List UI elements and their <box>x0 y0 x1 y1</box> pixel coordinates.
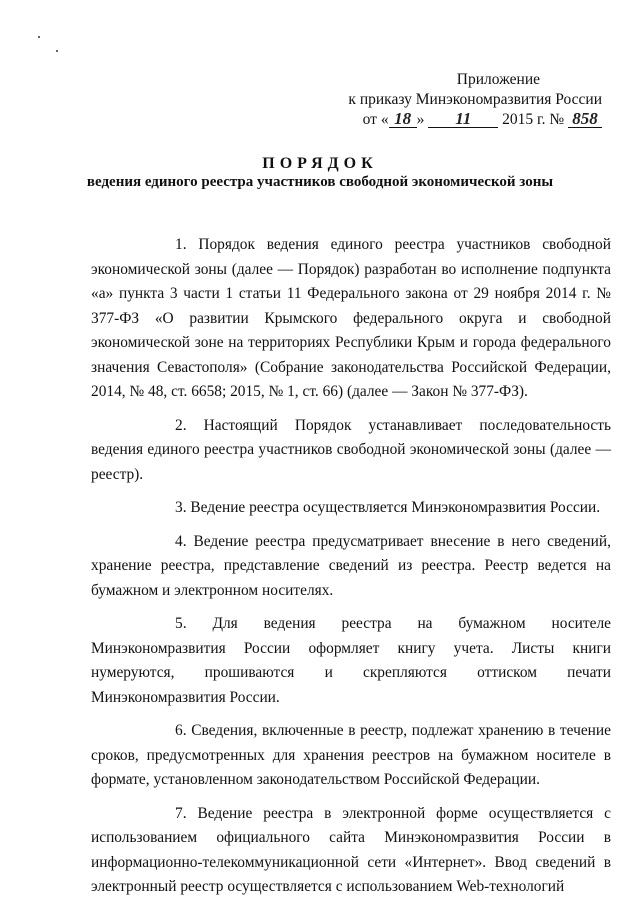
paragraph-number: 6. <box>175 722 187 739</box>
paragraph-text: Порядок ведения единого реестра участников свободной экономической зоны (далее — Порядок) разработан во исполнение подпункта «а» пункта 3 части 1 статьи 11 Федерального закона от 29 ноября 2014 г. № 377-ФЗ «О развитии Крымского федерального округа и свободной экономической зоне на территориях Республики Крым и города федерального значения Севастополя» (Собрание законодательства Российской Федерации, 2014, № 48, ст. 6658; 2015, № 1, ст. 66) (далее — Закон № 377-ФЗ). <box>91 236 611 400</box>
document-body <box>91 233 611 909</box>
paragraph-text: Ведение реестра осуществляется Минэкономразвития России. <box>190 499 601 516</box>
paragraph-number: 4. <box>175 532 187 550</box>
order-number: 858 <box>568 111 602 128</box>
paragraph-number: 7. <box>175 804 187 822</box>
appendix-header <box>348 70 602 130</box>
paragraph-text: Для ведения реестра на бумажном носителе Минэкономразвития России оформляет книгу учета. Листы книги нумеруются, прошиваются и скрепляются оттиском печати Минэкономразвития России. <box>91 615 611 706</box>
date-mid: » <box>416 111 429 128</box>
paragraph <box>91 530 611 604</box>
paragraph-text: Настоящий Порядок устанавливает последовательность ведения единого реестра участников свободной экономической зоны (далее — реестр). <box>91 416 611 483</box>
paragraph <box>91 719 611 793</box>
date-year: 2015 г. № <box>502 111 565 128</box>
paragraph-number: 2. <box>175 416 187 434</box>
paragraph <box>91 612 611 710</box>
paragraph-number: 1. <box>175 236 187 253</box>
paragraph-text: Сведения, включенные в реестр, подлежат хранению в течение сроков, предусмотренных для хранения реестров на бумажном носителе в формате, установленном законодательством Российской Федерации. <box>91 722 611 788</box>
paragraph-text: Ведение реестра предусматривает внесение в него сведений, хранение реестра, представление сведений из реестра. Реестр ведется на бумажном и электронном носителях. <box>91 532 611 599</box>
appendix-order-ref: к приказу Минэкономразвития России <box>348 91 602 108</box>
scan-speck <box>38 36 40 38</box>
paragraph <box>91 802 611 900</box>
document-title: ПОРЯДОК <box>262 155 378 172</box>
appendix-title: Приложение <box>456 71 540 88</box>
paragraph <box>91 414 611 488</box>
paragraph-number: 5. <box>175 615 187 632</box>
date-day: 18 <box>389 111 417 128</box>
paragraph-number: 3. <box>175 499 187 516</box>
paragraph <box>91 233 611 405</box>
date-month: 11 <box>428 111 498 128</box>
document-subtitle: ведения единого реестра участников свободной экономической зоны <box>86 174 554 190</box>
paragraph-text: Ведение реестра в электронной форме осуществляется с использованием официального сайта Минэкономразвития России в информационно-телекоммуникационной сети «Интернет». Ввод сведений в электронный реестр осуществляется с использованием Web-технологий <box>91 804 611 895</box>
scan-speck <box>56 50 58 52</box>
paragraph <box>91 496 611 521</box>
appendix-date-line <box>348 110 602 130</box>
date-prefix: от « <box>362 111 389 128</box>
